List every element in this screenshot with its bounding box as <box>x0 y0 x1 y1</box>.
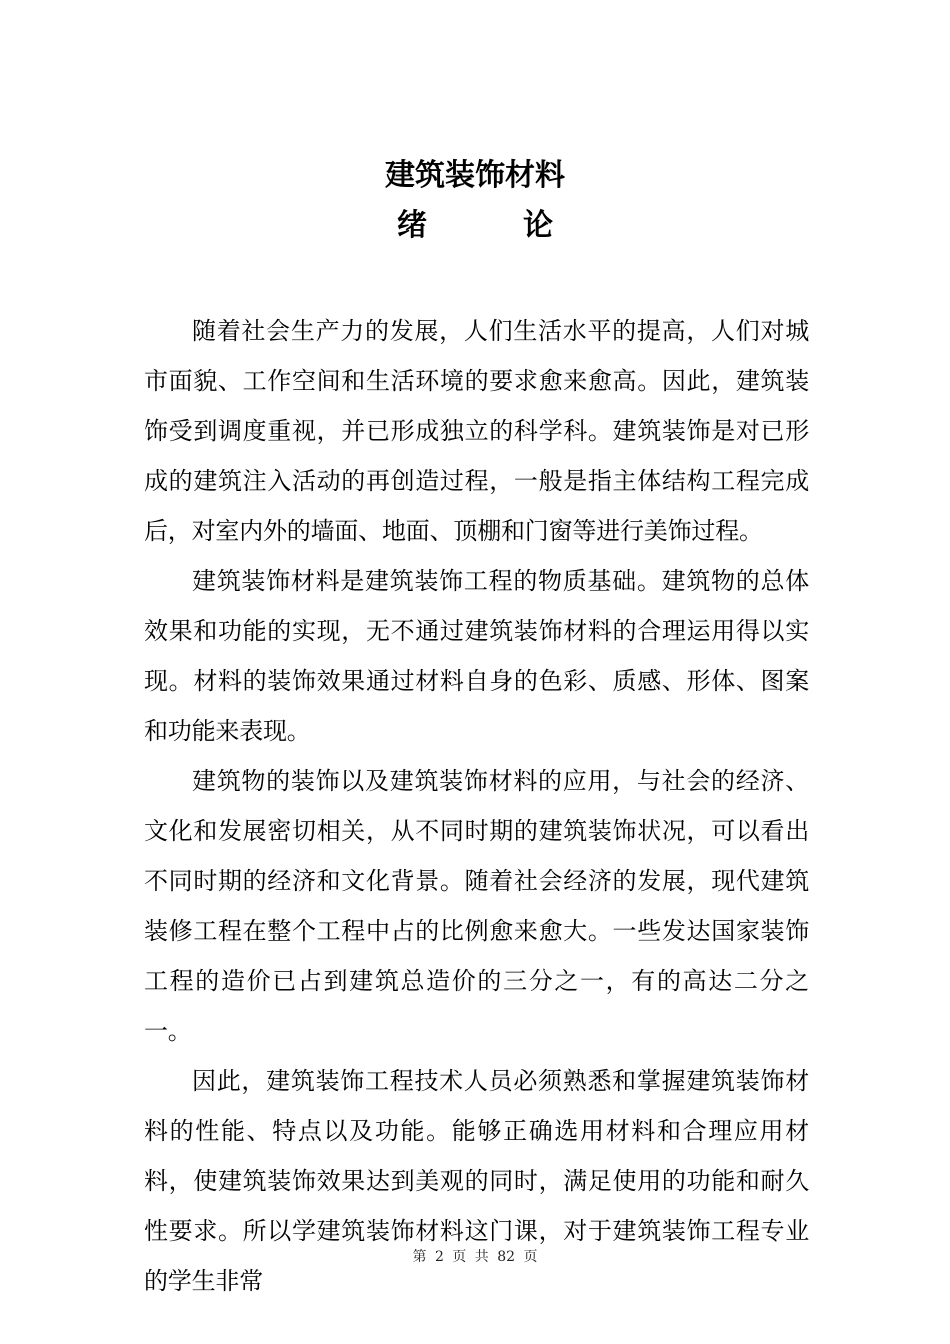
document-title: 建筑装饰材料 <box>385 158 565 193</box>
page-footer: 第 2 页 共 82 页 <box>412 1249 538 1265</box>
paragraph-3: 建筑物的装饰以及建筑装饰材料的应用，与社会的经济、文化和发展密切相关，从不同时期的建筑装饰状况，可以看出不同时期的经济和文化背景。随着社会经济的发展，现代建筑装修工程在整个工程中占的比例愈来愈大。一些发达国家装饰工程的造价已占到建筑总造价的三分之一，有的高达二分之一。 <box>144 767 809 1045</box>
section-heading-char-right: 论 <box>523 208 553 243</box>
section-heading <box>0 206 950 246</box>
section-heading-char-left: 绪 <box>397 208 427 243</box>
paragraph-4: 因此，建筑装饰工程技术人员必须熟悉和掌握建筑装饰材料的性能、特点以及功能。能够正确选用材料和合理应用材料，使建筑装饰效果达到美观的同时，满足使用的功能和耐久性要求。所以学建筑装饰材料这门课，对于建筑装饰工程专业的学生非常 <box>144 1067 809 1295</box>
body-text <box>144 306 809 1306</box>
paragraph-1: 随着社会生产力的发展，人们生活水平的提高，人们对城市面貌、工作空间和生活环境的要求愈来愈高。因此，建筑装饰受到调度重视，并已形成独立的科学科。建筑装饰是对已形成的建筑注入活动的再创造过程，一般是指主体结构工程完成后，对室内外的墙面、地面、顶棚和门窗等进行美饰过程。 <box>144 317 809 545</box>
paragraph-2: 建筑装饰材料是建筑装饰工程的物质基础。建筑物的总体效果和功能的实现，无不通过建筑装饰材料的合理运用得以实现。材料的装饰效果通过材料自身的色彩、质感、形体、图案和功能来表现。 <box>144 567 809 745</box>
